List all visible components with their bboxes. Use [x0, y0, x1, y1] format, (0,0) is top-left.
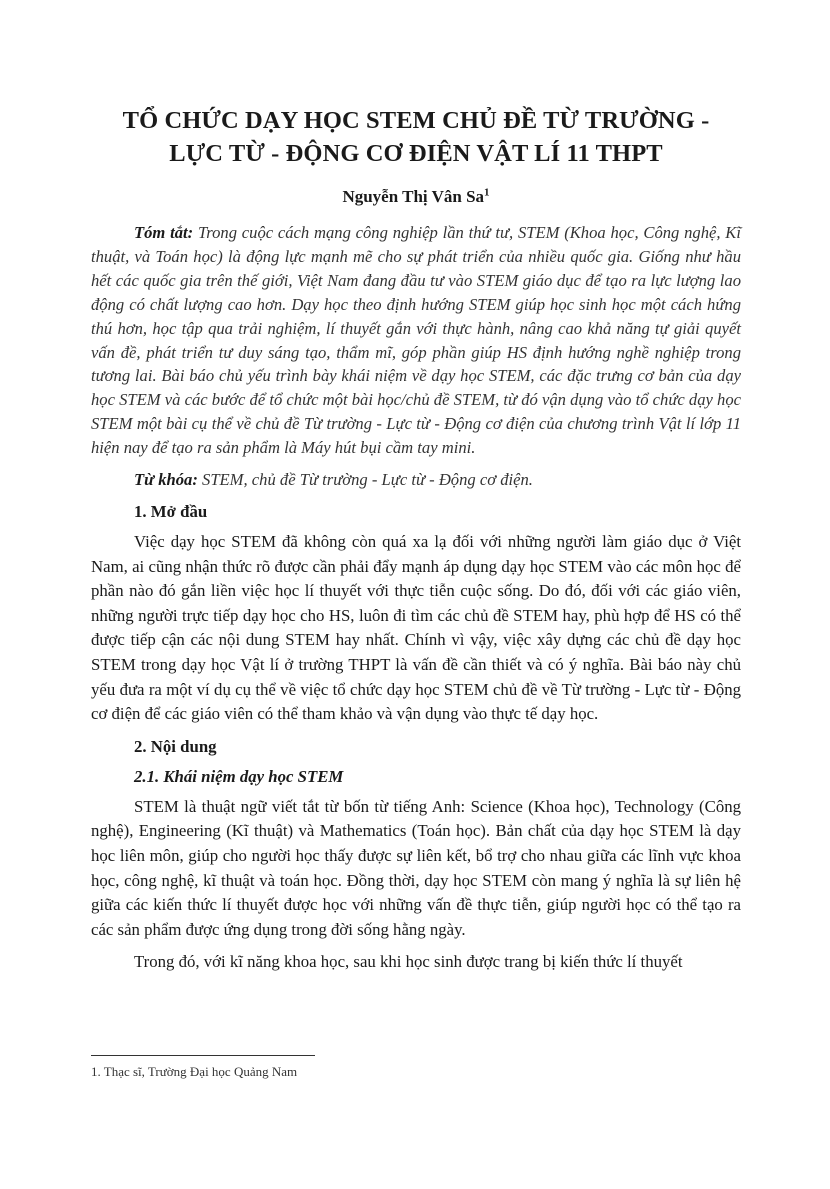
science-skills-paragraph: Trong đó, với kĩ năng khoa học, sau khi học sinh được trang bị kiến thức lí thuyết	[134, 952, 683, 972]
section-heading-intro: 1. Mở đầu	[134, 502, 208, 522]
keywords-text: STEM, chủ đề Từ trường - Lực từ - Động cơ điện.	[197, 470, 533, 490]
section-heading-content: 2. Nội dung	[134, 736, 217, 756]
intro-paragraph: Việc dạy học STEM đã không còn quá xa lạ đối với những người làm giáo dục ở Việt Nam, ai cũng nhận thức rõ được cần phải đẩy mạnh áp dụng dạy học STEM vào các môn học để phần nào đó gắn liền việc học lí thuyết với thực tiễn cuộc sống. Do đó, đối với các giáo viên, những người trực tiếp dạy học cho HS, luôn đi tìm các chủ đề STEM hay, phù hợp để HS có thể được tiếp cận các nội dung STEM hay nhất. Chính vì vậy, việc xây dựng các chủ đề dạy học STEM trong dạy học Vật lí ở trường THPT là vấn đề cần thiết và có ý nghĩa. Bài báo này chủ yếu đưa ra một ví dụ cụ thể về việc tổ chức dạy học STEM chủ đề về Từ trường - Lực từ - Động cơ điện để các giáo viên có thể tham khảo và vận dụng vào thực tế dạy học.	[91, 532, 741, 724]
keywords-label: Từ khóa:	[134, 470, 198, 490]
footnote: 1. Thạc sĩ, Trường Đại học Quảng Nam	[91, 1064, 298, 1079]
stem-definition-paragraph: STEM là thuật ngữ viết tắt từ bốn từ tiếng Anh: Science (Khoa học), Technology (Công nghệ), Engineering (Kĩ thuật) và Mathematics (Toán học). Bản chất của dạy học STEM là dạy học liên môn, giúp cho người học thấy được sự liên kết, bổ trợ cho nhau giữa các lĩnh vực khoa học, công nghệ, kĩ thuật và toán học. Đồng thời, dạy học STEM còn mang ý nghĩa là sự liên hệ giữa các kiến thức lí thuyết được học với những vấn đề thực tiễn, giúp người học có thể tạo ra các sản phẩm được ứng dụng trong đời sống hằng ngày.	[91, 796, 741, 939]
author-name: Nguyễn Thị Vân Sa	[342, 187, 485, 206]
abstract-text: Trong cuộc cách mạng công nghiệp lần thứ tư, STEM (Khoa học, Công nghệ, Kĩ thuật, và Toán học) là động lực mạnh mẽ cho sự phát triển của nhiều quốc gia. Giống như hầu hết các quốc gia trên thế giới, Việt Nam đang đầu tư vào STEM giáo dục để tạo ra lực lượng lao động có chất lượng cao hơn. Dạy học theo định hướng STEM giúp học sinh học một cách hứng thú hơn, học tập qua trải nghiệm, lí thuyết gắn với thực hành, nâng cao khả năng tự giải quyết vấn đề, phát triển tư duy sáng tạo, thẩm mĩ, góp phần giúp HS định hướng nghề nghiệp trong tương lai. Bài báo chủ yếu trình bày khái niệm về dạy học STEM, các đặc trưng cơ bản của dạy học STEM và các bước để tổ chức một bài học/chủ đề STEM, từ đó vận dụng vào tổ chức dạy học STEM một bài cụ thể về chủ đề Từ trường - Lực từ - Động cơ điện của chương trình Vật lí lớp 11 hiện nay để tạo ra sản phẩm là Máy hút bụi cầm tay mini.	[91, 223, 741, 458]
title-line-2: LỰC TỪ - ĐỘNG CƠ ĐIỆN VẬT LÍ 11 THPT	[169, 140, 663, 167]
article-title	[91, 104, 741, 170]
subsection-heading-stem-concept: 2.1. Khái niệm dạy học STEM	[134, 766, 344, 786]
keywords	[91, 468, 741, 492]
article-page	[91, 104, 741, 975]
author-line	[91, 186, 741, 208]
abstract	[91, 221, 741, 460]
abstract-label: Tóm tắt:	[134, 223, 194, 242]
footnote-divider	[91, 1055, 315, 1056]
author-footnote-mark: 1	[484, 186, 490, 199]
title-line-1: TỔ CHỨC DẠY HỌC STEM CHỦ ĐỀ TỪ TRƯỜNG -	[122, 107, 710, 134]
